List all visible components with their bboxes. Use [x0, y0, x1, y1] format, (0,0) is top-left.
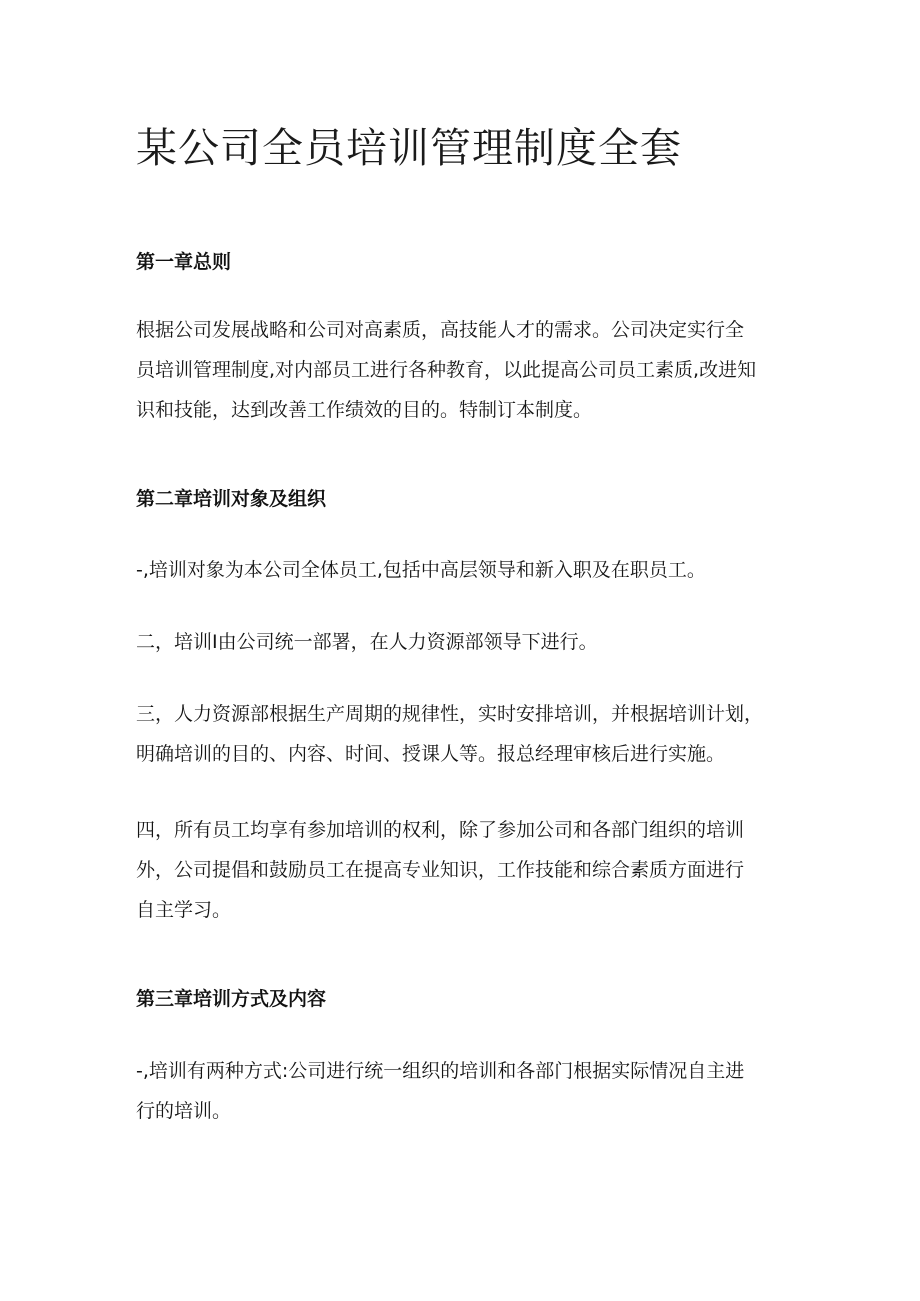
paragraph-line: -,培训有两种方式:公司进行统一组织的培训和各部门根据实际情况自主进 [136, 1060, 745, 1082]
paragraph-line: 行的培训。 [136, 1100, 232, 1122]
paragraph-line: 明确培训的目的、内容、时间、授课人等。报总经理审核后进行实施。 [136, 743, 726, 765]
chapter-2-item-4 [136, 818, 744, 938]
paragraph-line: 员培训管理制度,对内部员工进行各种教育，以此提高公司员工素质,改进知 [136, 359, 757, 381]
paragraph-line: 外，公司提倡和鼓励员工在提高专业知识，工作技能和综合素质方面进行 [136, 859, 745, 881]
chapter-1-paragraph [136, 318, 756, 438]
chapter-3-heading: 第三章培训方式及内容 [136, 988, 327, 1010]
chapter-2-heading: 第二章培训对象及组织 [136, 488, 327, 510]
paragraph-line: 根据公司发展战略和公司对高素质，高技能人才的需求。公司决定实行全 [136, 319, 745, 341]
chapter-3-item-1 [136, 1059, 744, 1139]
chapter-2-item-2 [136, 630, 598, 670]
paragraph-line: 自主学习。 [136, 899, 232, 921]
paragraph-line: 三，人力资源部根据生产周期的规律性，实时安排培训，并根据培训计划， [136, 703, 764, 725]
chapter-1-heading: 第一章总则 [136, 251, 232, 273]
paragraph-line: 二，培训I由公司统一部署，在人力资源部领导下进行。 [136, 631, 598, 653]
paragraph-line: 识和技能，达到改善工作绩效的目的。特制订本制度。 [136, 399, 593, 421]
chapter-2-item-3 [136, 702, 763, 782]
chapter-2-item-1 [136, 558, 706, 598]
document-title: 某公司全员培训管理制度全套 [136, 124, 682, 172]
paragraph-line: 四，所有员工均享有参加培训的权利，除了参加公司和各部门组织的培训 [136, 819, 745, 841]
paragraph-line: -,培训对象为本公司全体员工,包括中高层领导和新入职及在职员工。 [136, 559, 706, 581]
